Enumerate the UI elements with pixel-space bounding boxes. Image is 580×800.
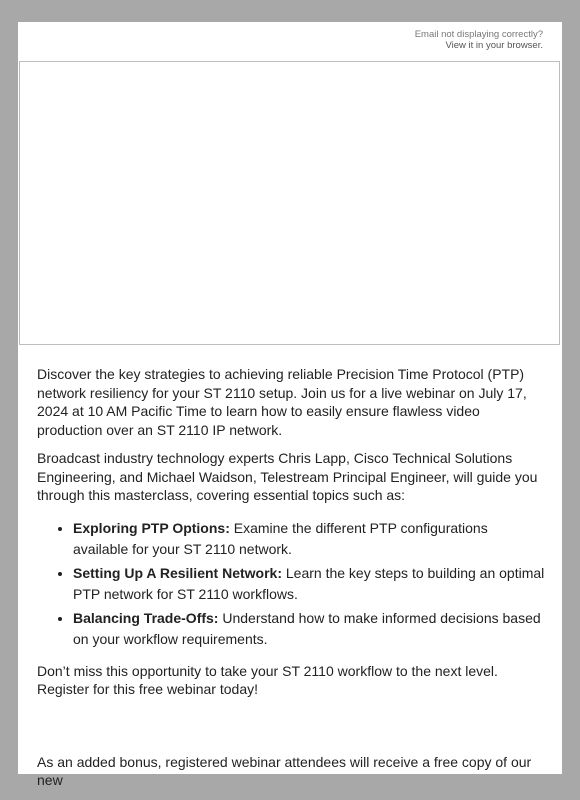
email-container <box>18 22 562 788</box>
speakers-paragraph: Broadcast industry technology experts Chris Lapp, Cisco Technical Solutions Engineering, and Michael Waidson, Telestream Principal Engineer, will guide you through this masterclass, covering essential topics such as: <box>37 450 538 503</box>
call-to-action-paragraph: Don’t miss this opportunity to take your ST 2110 workflow to the next level. Register for this free webinar today! <box>37 662 498 697</box>
hero-image-placeholder[interactable] <box>19 61 560 345</box>
intro-paragraph: Discover the key strategies to achieving reliable Precision Time Protocol (PTP) network resiliency for your ST 2110 setup. Join us for a live webinar on July 17, 2024 at 10 AM Pacific Time to learn how to easily ensure flawless video production over an ST 2110 IP network. <box>37 366 527 438</box>
list-item <box>73 608 545 650</box>
email-body <box>37 365 545 800</box>
topic-title: Balancing Trade-Offs: <box>73 609 219 626</box>
preheader-notice: Email not displaying correctly? <box>414 29 543 40</box>
view-in-browser-link[interactable]: View it in your browser. <box>445 40 543 51</box>
topics-list <box>37 518 545 650</box>
topic-title: Setting Up A Resilient Network: <box>73 564 282 581</box>
list-item <box>73 518 545 560</box>
topic-text: Understand how to make informed decisions based on your workflow requirements. <box>73 609 541 647</box>
topic-title: Exploring PTP Options: <box>73 519 230 536</box>
list-item <box>73 563 545 605</box>
bonus-paragraph: As an added bonus, registered webinar attendees will receive a free copy of our new <box>37 753 532 788</box>
topic-text: Learn the key steps to building an optimal PTP network for ST 2110 workflows. <box>73 564 545 602</box>
preheader <box>415 29 543 51</box>
topic-text: Examine the different PTP configurations available for your ST 2110 network. <box>73 519 488 557</box>
spacer <box>37 709 545 753</box>
